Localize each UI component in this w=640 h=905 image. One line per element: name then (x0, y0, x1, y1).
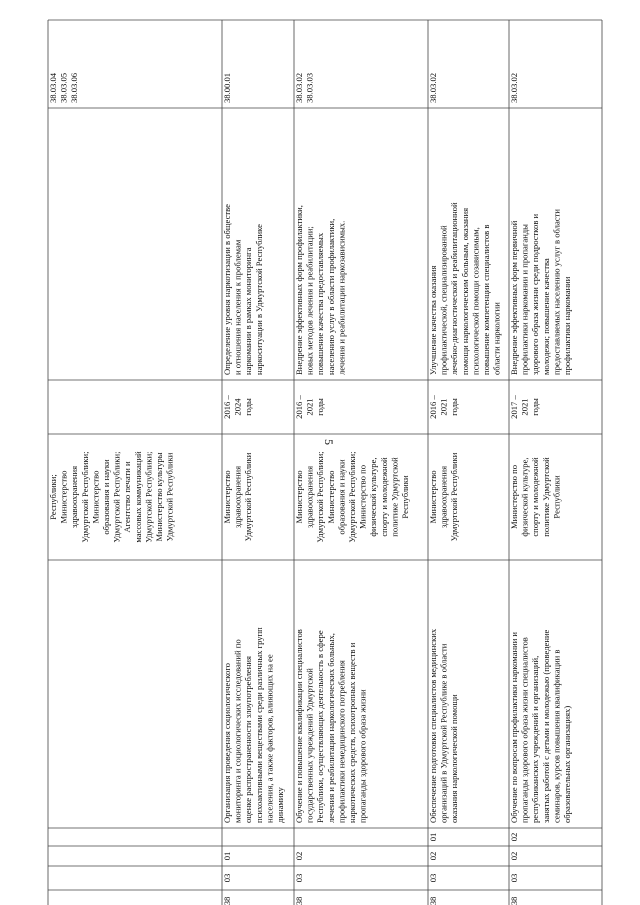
cell-text-line: 2016 – (428, 395, 438, 419)
cell-text-line: Определение уровня наркотизации в обществе (222, 204, 232, 375)
table-cell-result (428, 202, 502, 375)
cell-text-line: и отношения населения к проблемам (232, 239, 243, 375)
table-cell-c3 (222, 852, 232, 861)
cell-text-line: Министерство (90, 470, 101, 524)
cell-text-line: организаций в Удмуртской Республике в области (438, 643, 449, 823)
cell-text-line: политике Удмуртской (389, 457, 400, 537)
cell-text-line: 38.03.05 (58, 72, 69, 103)
cell-text-line: 2021 (304, 398, 315, 416)
cell-text-line: психологической помощи созависимым, (470, 227, 481, 375)
table-cell-years (294, 394, 325, 418)
cell-text-line: лечения и реабилитации наркологических больных, (325, 633, 336, 823)
cell-text-line: 02 (509, 832, 519, 842)
cell-text-line: физической культуре, (368, 457, 379, 537)
cell-text-line: 2024 (232, 398, 243, 416)
cell-text-line: оказания наркологической помощи (449, 694, 460, 823)
table-cell-codes (222, 73, 232, 103)
table-cell-c3 (509, 852, 519, 861)
cell-text-line: Удмуртской Республики; (347, 451, 357, 543)
cell-text-line: физической культуре, (519, 457, 530, 537)
page-number: 5 (322, 439, 336, 445)
cell-text-line: Удмуртской Республики (164, 452, 175, 542)
table-cell-c3 (428, 852, 438, 861)
cell-text-line: Агентство печати и (122, 461, 133, 533)
cell-text-line: психоактивными веществами среди различных групп (253, 627, 264, 823)
cell-text-line: Удмуртской Республики; (79, 451, 90, 543)
cell-text-line: Министерство (294, 470, 304, 524)
cell-text-line: наркомании в рамках мониторинга (243, 247, 254, 375)
cell-text-line: наркотических средств, психотропных веществ и (347, 642, 357, 823)
cell-text-line: 38 (222, 896, 232, 905)
cell-text-line: Удмуртской Республики; (315, 451, 326, 543)
cell-text-line: 38.03.02 (428, 72, 438, 103)
cell-text-line: 03 (509, 873, 519, 883)
cell-text-line: 03 (222, 873, 232, 883)
cell-text-line: 2017 – (509, 395, 519, 419)
cell-text-line: семинаров, курсов повышения квалификации в (551, 649, 562, 823)
cell-text-line: 38 (509, 896, 519, 905)
cell-text-line: профилактики наркомании и пропаганды (519, 224, 530, 375)
cell-text-line: пропаганды здорового образа жизни (357, 689, 368, 823)
cell-text-line: профилактики немедицинского потребления (336, 660, 347, 823)
cell-text-line: спорту и молодежной (378, 457, 389, 537)
cell-text-line: годы (530, 398, 541, 416)
table-cell-result (222, 204, 264, 375)
cell-text-line: здравоохранения (69, 465, 80, 529)
cell-text-line: Организация проведения социологического (222, 663, 232, 823)
cell-text-line: здравоохранения (438, 465, 449, 529)
cell-text-line: Обеспечение подготовки специалистов медицинских (428, 628, 438, 823)
table-cell-codes (428, 73, 438, 103)
cell-text-line: 01 (222, 851, 232, 861)
cell-text-line: мониторинга и социологических исследований по (232, 639, 243, 823)
cell-text-line: здравоохранения (232, 465, 243, 529)
cell-text-line: повышение качества предоставляемых (315, 232, 326, 375)
cell-text-line: спорту и молодежной (530, 457, 541, 537)
cell-text-line: 38 (294, 896, 304, 905)
cell-text-line: 38.03.02 (294, 72, 304, 103)
cell-text-line: образования и науки (336, 459, 347, 535)
cell-text-line: 02 (294, 851, 304, 861)
table-cell-codes (48, 72, 79, 103)
cell-text-line: профилактической, специализированной (438, 225, 449, 375)
cell-text-line: лечебно-диагностической и реабилитационной (449, 202, 460, 375)
cell-text-line: пропаганды здорового образа жизни специалистов (519, 637, 530, 823)
cell-text-line: 38.00.01 (222, 72, 232, 103)
table-cell-c3 (294, 852, 304, 861)
cell-text-line: населению услуг в области профилактики, (325, 218, 336, 375)
table-cell-executor (294, 451, 410, 542)
cell-text-line: 38.03.03 (304, 72, 315, 103)
cell-text-line: 2016 – (294, 395, 304, 419)
cell-text-line: предоставляемых населению услуг в области (551, 209, 562, 375)
cell-text-line: республиканских учреждений и организаций, (530, 655, 541, 823)
table-cell-measure (509, 629, 572, 823)
cell-text-line: населения, а также факторов, влияющих на ее (264, 654, 275, 823)
cell-text-line: новых методов лечения и реабилитации; (304, 226, 315, 375)
table-cell-c2 (222, 874, 232, 883)
cell-text-line: 03 (428, 873, 438, 883)
cell-text-line: наркоситуации в Удмуртской Республике (253, 224, 264, 375)
table-cell-c4 (428, 833, 438, 842)
cell-text-line: здорового образа жизни среди подростков и (530, 213, 541, 375)
cell-text-line: Удмуртской Республики; (143, 451, 154, 543)
table-cell-years (509, 394, 540, 418)
cell-text-line: годы (315, 398, 326, 416)
cell-text-line: оценке распространенности злоупотребления (243, 656, 254, 823)
table-cell-measure (222, 627, 285, 823)
table-cell-c1 (222, 897, 232, 905)
table-cell-c2 (509, 874, 519, 883)
cell-text-line: динамику (275, 787, 285, 823)
table-cell-years (222, 394, 253, 418)
cell-text-line: Министерство по (509, 464, 519, 530)
cell-text-line: Удмуртской Республики; (111, 451, 122, 543)
cell-text-line: Внедрение эффективных форм профилактики, (294, 205, 304, 375)
cell-text-line: Республики (400, 475, 410, 519)
cell-text-line: 01 (428, 832, 438, 842)
table-cell-result (294, 205, 346, 375)
table-cell-result (509, 209, 572, 375)
cell-text-line: Министерство (58, 470, 69, 524)
cell-text-line: Министерство по (357, 464, 368, 530)
table-cell-c4 (509, 833, 519, 842)
cell-text-line: годы (449, 398, 460, 416)
cell-text-line: здравоохранения (304, 465, 315, 529)
cell-text-line: Министерство (428, 470, 438, 524)
cell-text-line: Министерство (222, 470, 232, 524)
table-cell-measure (428, 628, 459, 823)
cell-text-line: Обучение по вопросам профилактики наркомании и (509, 631, 519, 823)
cell-text-line: Удмуртской Республики (243, 452, 254, 542)
table-cell-c2 (294, 874, 304, 883)
cell-text-line: молодежи; повышение качества (540, 258, 551, 375)
cell-text-line: 2016 – (222, 395, 232, 419)
table-cell-c2 (428, 874, 438, 883)
table-cell-years (428, 394, 459, 418)
table-cell-executor (509, 457, 561, 537)
cell-text-line: Республики; (48, 474, 58, 520)
cell-text-line: 03 (294, 873, 304, 883)
table-cell-c1 (428, 897, 438, 905)
cell-text-line: государственных учреждений Удмуртской (304, 668, 315, 823)
table-cell-executor (222, 452, 253, 541)
cell-text-line: Улучшение качества оказания (428, 265, 438, 375)
table-cell-executor (428, 452, 459, 541)
cell-text-line: массовых коммуникаций (132, 451, 143, 543)
table-cell-c1 (509, 897, 519, 905)
cell-text-line: 02 (428, 851, 438, 861)
cell-text-line: Министерство культуры (154, 452, 164, 542)
cell-text-line: 38.03.04 (48, 72, 58, 103)
cell-text-line: годы (243, 398, 254, 416)
cell-text-line: Республики (551, 475, 562, 519)
cell-text-line: 02 (509, 851, 519, 861)
table-cell-measure (294, 629, 368, 823)
cell-text-line: лечения и реабилитации наркозависимых. (336, 220, 347, 375)
cell-text-line: помощи наркологическим больным, оказания (459, 207, 470, 375)
cell-text-line: занятых работой с детьми и молодежью (проведение (540, 629, 551, 823)
cell-text-line: повышение компетенции специалистов в (481, 224, 491, 375)
cell-text-line: 38.03.06 (69, 72, 80, 103)
cell-text-line: Министерство (325, 470, 336, 524)
cell-text-line: Удмуртской Республики (449, 452, 460, 542)
cell-text-line: 38 (428, 896, 438, 905)
table-cell-c1 (294, 897, 304, 905)
table-cell-codes (509, 73, 519, 103)
cell-text-line: Внедрение эффективных форм первичной (509, 220, 519, 375)
cell-text-line: образования и науки (101, 459, 111, 535)
cell-text-line: Республики, осуществляющих деятельность в сфере (315, 630, 326, 823)
cell-text-line: профилактики наркомании (562, 276, 572, 375)
cell-text-line: политике Удмуртской (540, 457, 551, 537)
cell-text-line: области наркологии (491, 302, 502, 375)
table-cell-codes (294, 73, 315, 103)
table-body (48, 72, 572, 905)
cell-text-line: 2021 (519, 398, 530, 416)
cell-text-line: 38.03.02 (509, 72, 519, 103)
cell-text-line: образовательных организациях) (562, 705, 572, 823)
cell-text-line: Обучение и повышение квалификации специалистов (294, 629, 304, 823)
table-cell-executor (48, 451, 175, 543)
cell-text-line: 2021 (438, 398, 449, 416)
